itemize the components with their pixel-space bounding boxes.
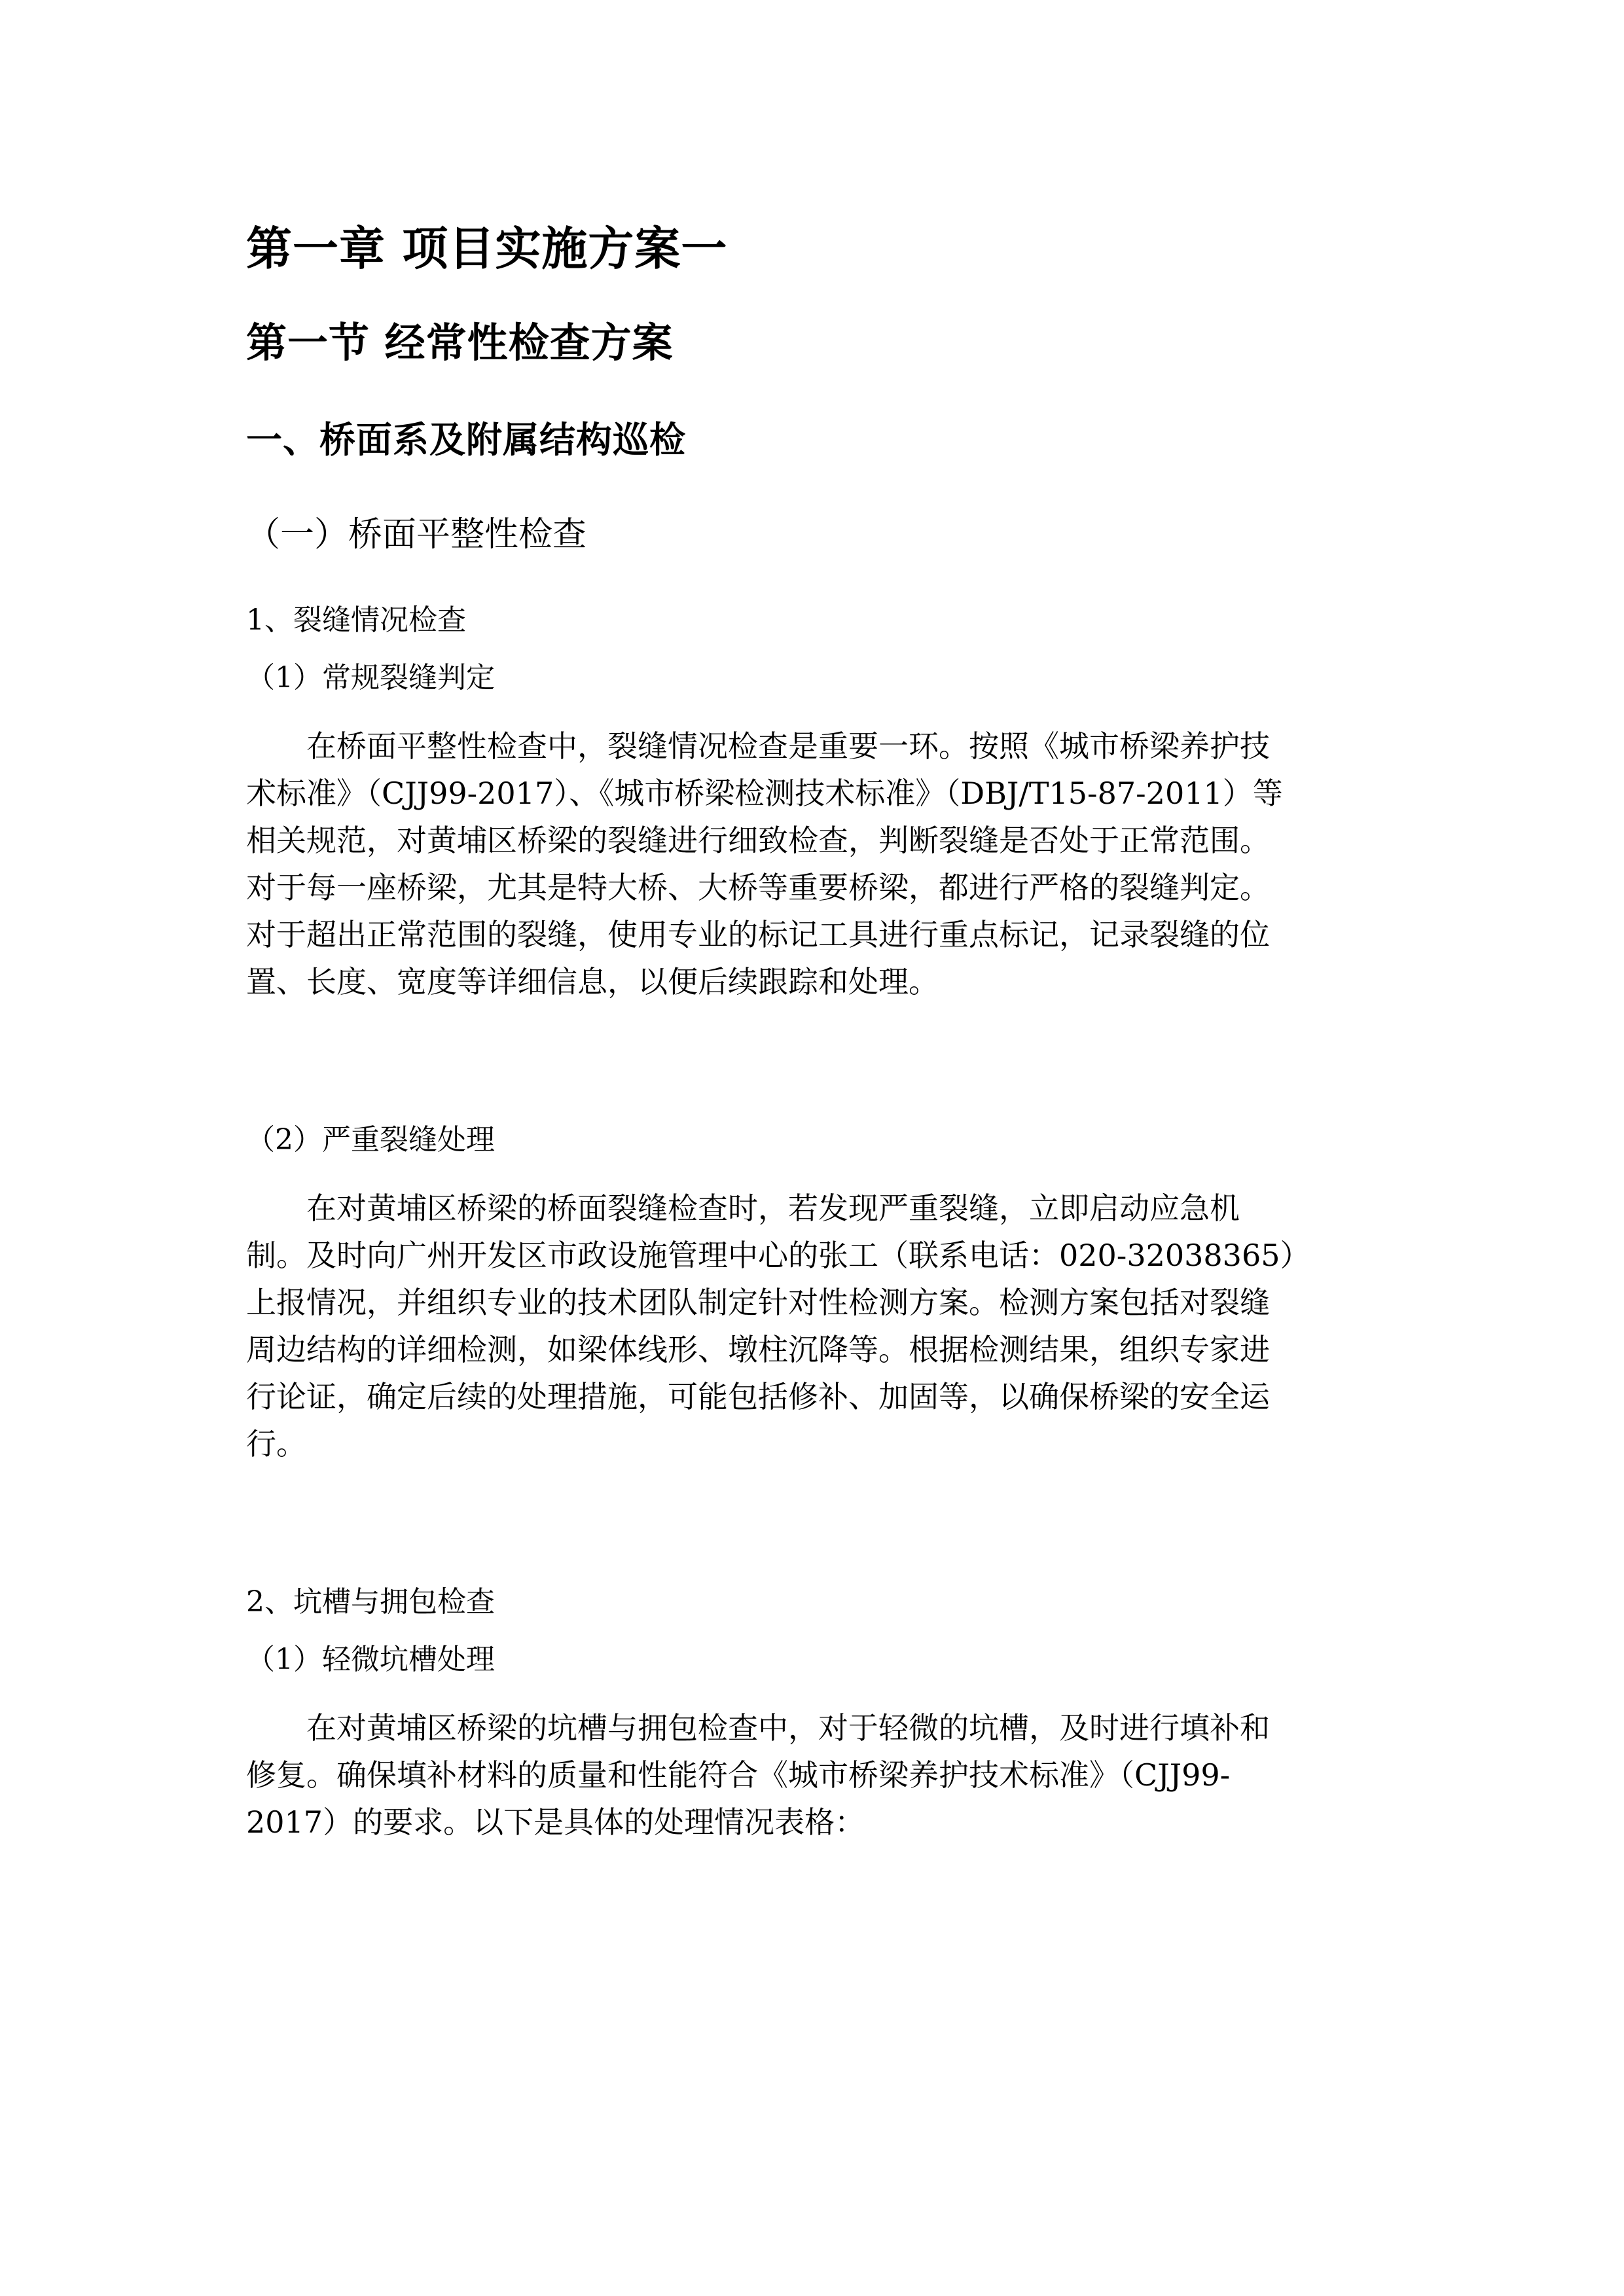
paragraph-line: 在对黄埔区桥梁的桥面裂缝检查时，若发现严重裂缝，立即启动应急机	[246, 1191, 1240, 1226]
paragraph-line: 对于每一座桥梁，尤其是特大桥、大桥等重要桥梁，都进行严格的裂缝判定。	[246, 870, 1270, 905]
item1-1-heading: （1）常规裂缝判定	[246, 661, 495, 694]
paragraph-line: 制。及时向广州开发区市政设施管理中心的张工（联系电话：020-32038365）	[246, 1238, 1310, 1273]
paragraph-line: 对于超出正常范围的裂缝，使用专业的标记工具进行重点标记，记录裂缝的位	[246, 917, 1270, 952]
paragraph-line: 在对黄埔区桥梁的坑槽与拥包检查中，对于轻微的坑槽，及时进行填补和	[246, 1710, 1270, 1746]
paragraph-line: 在桥面平整性检查中，裂缝情况检查是重要一环。按照《城市桥梁养护技	[246, 728, 1270, 764]
item1-2-heading: （2）严重裂缝处理	[246, 1123, 495, 1157]
item2-1-heading: （1）轻微坑槽处理	[246, 1643, 495, 1676]
paragraph-line: 行。	[246, 1426, 306, 1462]
paragraph-line: 行论证，确定后续的处理措施，可能包括修补、加固等，以确保桥梁的安全运	[246, 1379, 1270, 1414]
paragraph-line: 修复。确保填补材料的质量和性能符合《城市桥梁养护技术标准》（CJJ99-	[246, 1757, 1231, 1793]
paragraph-line: 上报情况，并组织专业的技术团队制定针对性检测方案。检测方案包括对裂缝	[246, 1285, 1270, 1320]
item2-heading: 2、坑槽与拥包检查	[246, 1585, 495, 1619]
chapter-title: 第一章 项目实施方案一	[246, 222, 728, 276]
paragraph-line: 术标准》（CJJ99-2017）、《城市桥梁检测技术标准》（DBJ/T15-87-2011）等	[246, 776, 1283, 811]
paragraph-line: 周边结构的详细检测，如梁体线形、墩柱沉降等。根据检测结果，组织专家进	[246, 1332, 1270, 1367]
part-title: （一）桥面平整性检查	[246, 515, 587, 554]
subsection-title: 一、桥面系及附属结构巡检	[246, 419, 687, 461]
paragraph-line: 相关规范，对黄埔区桥梁的裂缝进行细致检查，判断裂缝是否处于正常范围。	[246, 823, 1270, 858]
item1-heading: 1、裂缝情况检查	[246, 603, 466, 637]
section-title: 第一节 经常性检查方案	[246, 319, 674, 367]
paragraph-pothole	[246, 1704, 1388, 1846]
paragraph-severe-crack	[246, 1185, 1388, 1467]
paragraph-line: 置、长度、宽度等详细信息，以便后续跟踪和处理。	[246, 964, 939, 999]
paragraph-crack-judgement	[246, 723, 1388, 1005]
paragraph-line: 2017）的要求。以下是具体的处理情况表格：	[246, 1804, 865, 1840]
